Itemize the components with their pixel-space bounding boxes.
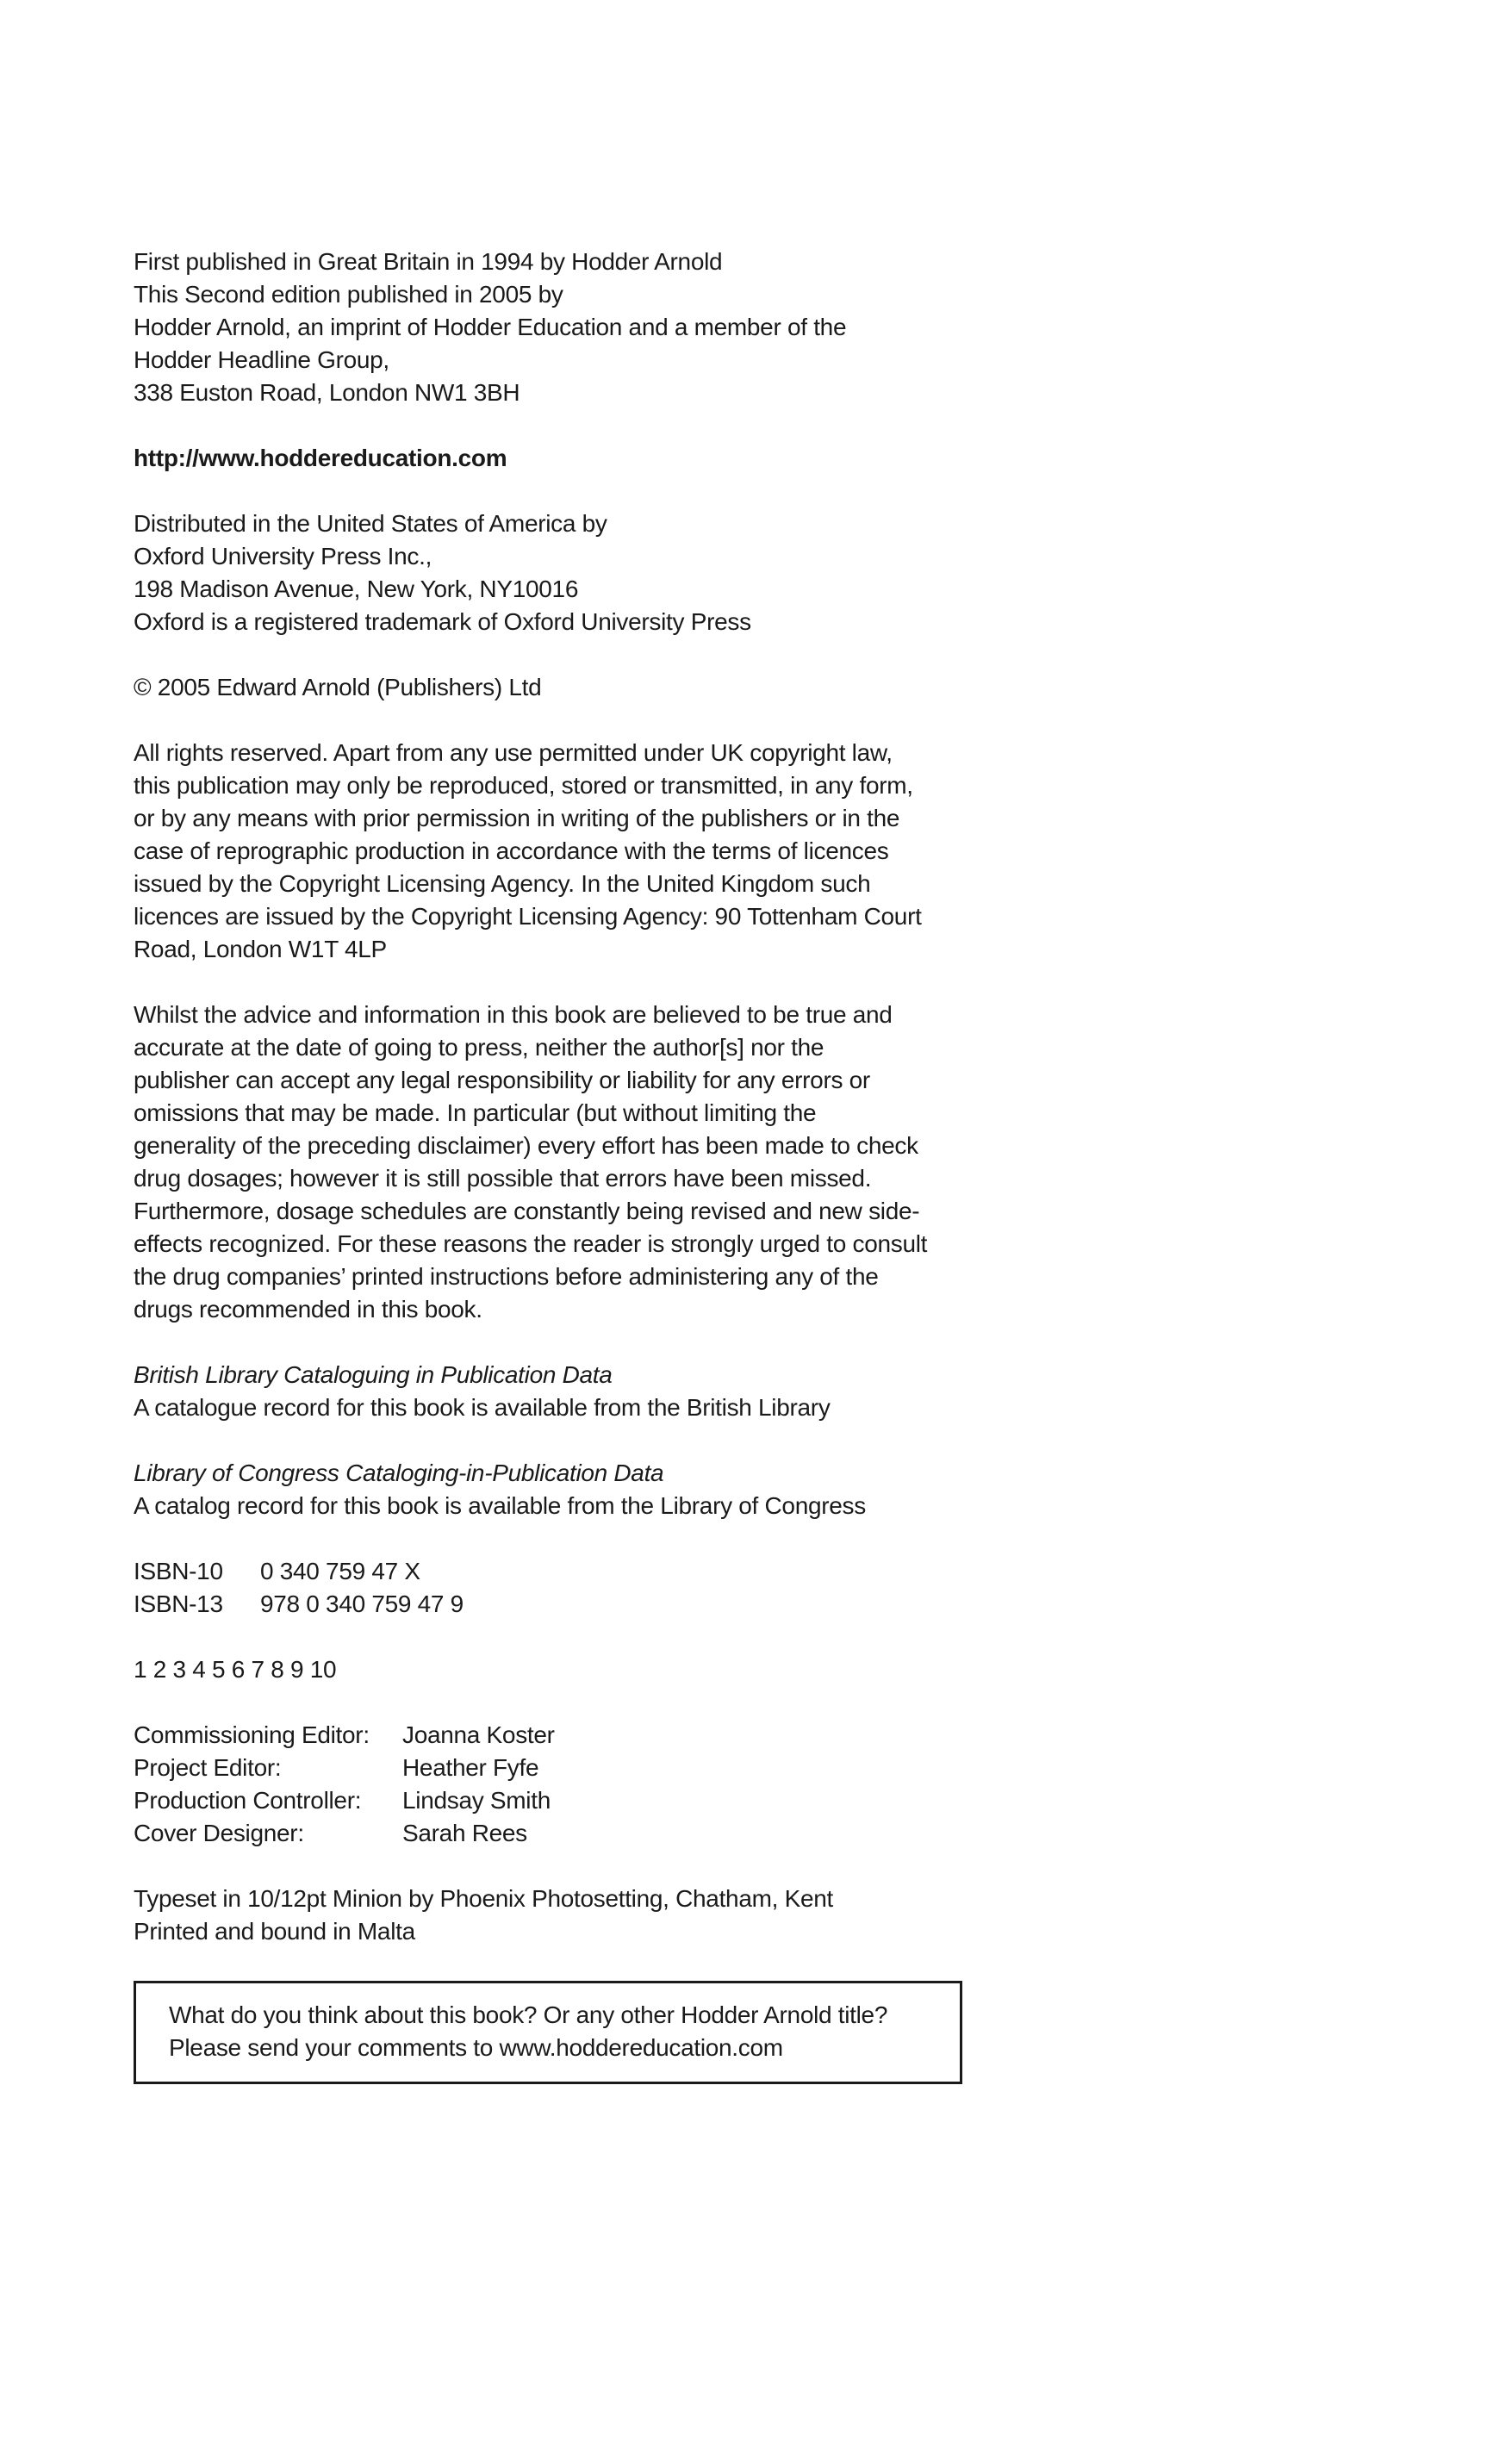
copyright-text: © 2005 Edward Arnold (Publishers) Ltd	[134, 674, 542, 700]
publication-line: Hodder Arnold, an imprint of Hodder Education and a member of the	[134, 314, 847, 340]
disclaimer-line: the drug companies’ printed instructions before administering any of the	[134, 1263, 879, 1290]
isbn-label: ISBN-10	[134, 1558, 223, 1584]
disclaimer-line: publisher can accept any legal responsibility or liability for any errors or	[134, 1067, 870, 1093]
library-of-congress-cip	[134, 1457, 995, 1522]
disclaimer-line: accurate at the date of going to press, neither the author[s] nor the	[134, 1034, 824, 1061]
rights-line: or by any means with prior permission in writing of the publishers or in the	[134, 805, 900, 831]
credit-name: Sarah Rees	[402, 1820, 527, 1846]
rights-line: Road, London W1T 4LP	[134, 936, 387, 962]
feedback-instruction: Please send your comments to www.hoddereducation.com	[169, 2034, 783, 2061]
isbn-value: 978 0 340 759 47 9	[260, 1590, 464, 1617]
distribution-line: 198 Madison Avenue, New York, NY10016	[134, 576, 579, 602]
disclaimer-line: omissions that may be made. In particular (but without limiting the	[134, 1099, 817, 1126]
feedback-box	[134, 1981, 962, 2084]
distribution-line: Oxford University Press Inc.,	[134, 543, 432, 570]
rights-statement	[134, 737, 995, 966]
isbn-13-row	[134, 1588, 995, 1621]
credit-name: Lindsay Smith	[402, 1787, 551, 1814]
credit-role: Commissioning Editor:	[134, 1721, 370, 1748]
rights-line: case of reprographic production in accordance with the terms of licences	[134, 837, 889, 864]
disclaimer-line: effects recognized. For these reasons the reader is strongly urged to consult	[134, 1230, 928, 1257]
feedback-question: What do you think about this book? Or any other Hodder Arnold title?	[169, 2001, 888, 2028]
credit-row	[134, 1719, 995, 1752]
printing-line-block	[134, 1653, 995, 1686]
credit-role: Production Controller:	[134, 1787, 362, 1814]
distribution-line: Oxford is a registered trademark of Oxford University Press	[134, 608, 751, 635]
credit-role: Cover Designer:	[134, 1820, 304, 1846]
british-library-text: A catalogue record for this book is available from the British Library	[134, 1394, 831, 1421]
copyright-page	[134, 246, 995, 2084]
rights-line: All rights reserved. Apart from any use permitted under UK copyright law,	[134, 739, 893, 766]
credit-role: Project Editor:	[134, 1754, 282, 1781]
credit-row	[134, 1784, 995, 1817]
rights-line: issued by the Copyright Licensing Agency. In the United Kingdom such	[134, 870, 871, 897]
isbn-10-row	[134, 1555, 995, 1588]
credits-list	[134, 1719, 995, 1850]
printing-line: 1 2 3 4 5 6 7 8 9 10	[134, 1656, 337, 1683]
publication-line: 338 Euston Road, London NW1 3BH	[134, 379, 520, 406]
library-of-congress-text: A catalog record for this book is available from the Library of Congress	[134, 1492, 866, 1519]
rights-line: this publication may only be reproduced, stored or transmitted, in any form,	[134, 772, 913, 799]
disclaimer-line: drug dosages; however it is still possible that errors have been missed.	[134, 1165, 872, 1192]
distribution-info	[134, 507, 995, 638]
disclaimer-line: generality of the preceding disclaimer) every effort has been made to check	[134, 1132, 918, 1159]
isbn-list	[134, 1555, 995, 1621]
typeset-line: Typeset in 10/12pt Minion by Phoenix Photosetting, Chatham, Kent	[134, 1885, 833, 1912]
disclaimer	[134, 999, 995, 1326]
disclaimer-line: Whilst the advice and information in this book are believed to be true and	[134, 1001, 893, 1028]
credit-name: Joanna Koster	[402, 1721, 555, 1748]
library-of-congress-heading: Library of Congress Cataloging-in-Publication Data	[134, 1460, 664, 1486]
disclaimer-line: Furthermore, dosage schedules are constantly being revised and new side-	[134, 1198, 920, 1224]
printed-line: Printed and bound in Malta	[134, 1918, 415, 1945]
website-block	[134, 442, 995, 475]
copyright-notice	[134, 671, 995, 704]
disclaimer-line: drugs recommended in this book.	[134, 1296, 482, 1323]
british-library-cip	[134, 1359, 995, 1424]
british-library-heading: British Library Cataloguing in Publication Data	[134, 1361, 613, 1388]
distribution-line: Distributed in the United States of America by	[134, 510, 607, 537]
credit-row	[134, 1752, 995, 1784]
publication-line: This Second edition published in 2005 by	[134, 281, 563, 308]
credit-name: Heather Fyfe	[402, 1754, 539, 1781]
isbn-value: 0 340 759 47 X	[260, 1558, 420, 1584]
production-info	[134, 1883, 995, 1948]
publication-line: First published in Great Britain in 1994 by Hodder Arnold	[134, 248, 723, 275]
rights-line: licences are issued by the Copyright Licensing Agency: 90 Tottenham Court	[134, 903, 922, 930]
publication-info	[134, 246, 995, 409]
publication-line: Hodder Headline Group,	[134, 346, 389, 373]
publisher-website-link[interactable]: http://www.hoddereducation.com	[134, 445, 507, 471]
isbn-label: ISBN-13	[134, 1590, 223, 1617]
credit-row	[134, 1817, 995, 1850]
